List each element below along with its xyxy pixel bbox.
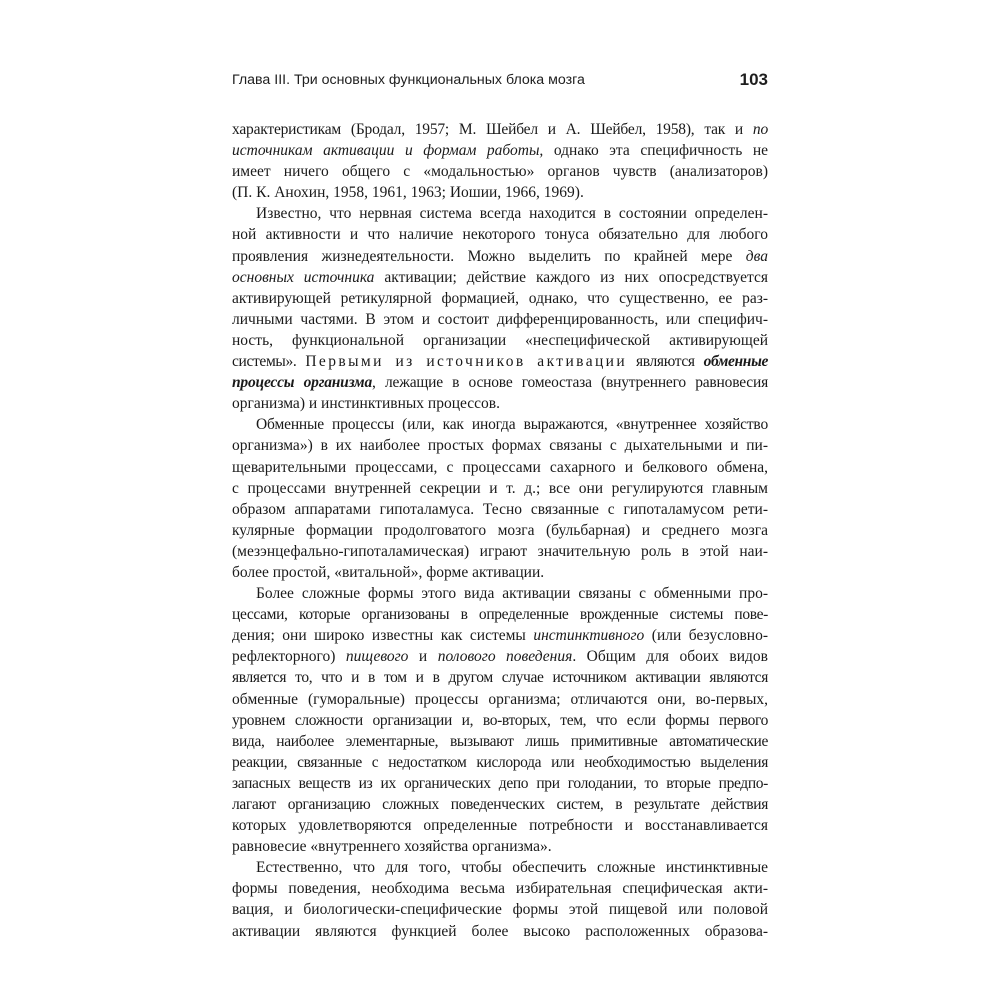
text-line	[232, 646, 768, 667]
text-line: является то, что и в том и в другом случае источником активации являются	[232, 669, 768, 687]
text-span: . Общим для обоих видов	[572, 648, 768, 666]
text-span: дения; они широко известны как системы	[232, 627, 534, 645]
italic-span: инстинктивного	[533, 627, 645, 645]
text-span: проявления жизнедеятельности. Можно выделить по крайней мере	[232, 247, 746, 265]
text-line: образом аппаратами гипоталамуса. Тесно связанные с гипоталамусом рети-	[232, 500, 768, 518]
text-line: Известно, что нервная система всегда находится в состоянии определен-	[256, 205, 768, 223]
text-line: вида, наиболее элементарные, вызывают лишь примитивные автоматические	[232, 732, 768, 750]
italic-span: по	[752, 121, 768, 138]
text-line: которых удовлетворяются определенные потребности и восстанавливается	[232, 817, 768, 835]
text-span: рефлекторного)	[232, 648, 346, 666]
text-line	[232, 119, 768, 140]
paragraph	[232, 414, 768, 583]
text-line: личными частями. В этом и состоит дифференцированность, или специфич-	[232, 310, 768, 328]
text-line: лагают организацию сложных поведенческих систем, в результате действия	[232, 796, 768, 813]
text-line: (П. К. Анохин, 1958, 1961, 1963; Иошии, 1966, 1969).	[232, 184, 584, 202]
paragraph	[232, 119, 768, 203]
bold-italic-span: обменные	[703, 353, 768, 371]
text-line	[232, 625, 768, 646]
text-line: Обменные процессы (или, как иногда выражаются, «внутреннее хозяйство	[256, 416, 768, 434]
italic-span: пищевого	[345, 648, 409, 666]
text-line: Естественно, что для того, чтобы обеспечить сложные инстинктивные	[256, 859, 768, 877]
paragraph	[232, 583, 768, 857]
text-line: ность, функциональной организации «неспецифической активирующей	[232, 331, 768, 349]
text-span: однако эта специфичность не	[543, 142, 768, 160]
chapter-running-title: Глава III. Три основных функциональных блока мозга	[232, 72, 585, 88]
text-span: , лежащие в основе гомеостаза (внутреннего равновесия	[372, 374, 768, 392]
text-span: характеристикам (Бродал, 1957; М. Шейбел и А. Шейбел, 1958), так и	[232, 121, 744, 138]
text-line	[232, 372, 768, 393]
text-line: организма) и инстинктивных процессов.	[232, 395, 500, 413]
text-line: (мезэнцефально-гипоталамическая) играют значительную роль в этой наи-	[232, 542, 768, 560]
text-span: активации; действие каждого из них опосредствуется	[374, 268, 768, 286]
text-line: обменные (гуморальные) процессы организма; отличаются они, во-первых,	[232, 690, 768, 708]
text-line: реакции, связанные с недостатком кислорода или необходимостью выделения	[232, 753, 768, 771]
text-line: ной активности и что наличие некоторого тонуса обязательно для любого	[232, 226, 768, 244]
running-header	[232, 70, 768, 94]
italic-span: полового поведения	[437, 648, 573, 666]
text-line: уровнем сложности организации и, во-вторых, тем, что если формы первого	[232, 711, 768, 729]
text-line: активирующей ретикулярной формацией, однако, что существенно, ее раз-	[232, 289, 768, 307]
text-line: имеет ничего общего с «модальностью» органов чувств (анализаторов)	[232, 163, 768, 181]
text-line	[232, 351, 768, 372]
text-line: активации являются функцией более высоко расположенных образова-	[232, 922, 768, 940]
text-line: Более сложные формы этого вида активации связаны с обменными про-	[256, 585, 768, 603]
text-span: (или безусловно-	[644, 627, 768, 645]
text-line: равновесие «внутреннего хозяйства организма».	[232, 838, 552, 856]
text-line: запасных веществ из их органических депо при голодании, то вторые предпо-	[232, 774, 768, 792]
text-line	[232, 140, 768, 161]
text-span: системы».	[232, 353, 306, 371]
text-span: и	[408, 648, 438, 666]
text-line	[232, 246, 768, 267]
italic-span: основных источника	[232, 268, 375, 286]
text-line: формы поведения, необходима весьма избирательная специфическая акти-	[232, 880, 768, 898]
text-line: вация, и биологически-специфические формы этой пищевой или половой	[232, 901, 768, 919]
paragraph	[232, 203, 768, 414]
italic-span: два	[745, 247, 768, 265]
bold-italic-span: процессы организма	[232, 374, 373, 392]
text-span: являются	[627, 353, 704, 371]
text-line: щеварительными процессами, с процессами сахарного и белкового обмена,	[232, 458, 768, 476]
text-line: организма») в их наиболее простых формах связаны с дыхательными и пи-	[232, 437, 768, 455]
text-line: более простой, «витальной», форме активации.	[232, 563, 545, 581]
italic-span: источникам активации и формам работы,	[232, 142, 544, 160]
text-line	[232, 267, 768, 288]
text-line: с процессами внутренней секреции и т. д.; все они регулируются главным	[232, 479, 768, 497]
body-text	[232, 119, 768, 942]
page-number: 103	[739, 70, 768, 89]
text-line: цессами, которые организованы в определенные врожденные системы пове-	[232, 606, 768, 624]
spaced-span: Первыми из источников активации	[305, 353, 628, 371]
paragraph	[232, 857, 768, 941]
text-line: кулярные формации продолговатого мозга (бульбарная) и среднего мозга	[232, 521, 768, 539]
